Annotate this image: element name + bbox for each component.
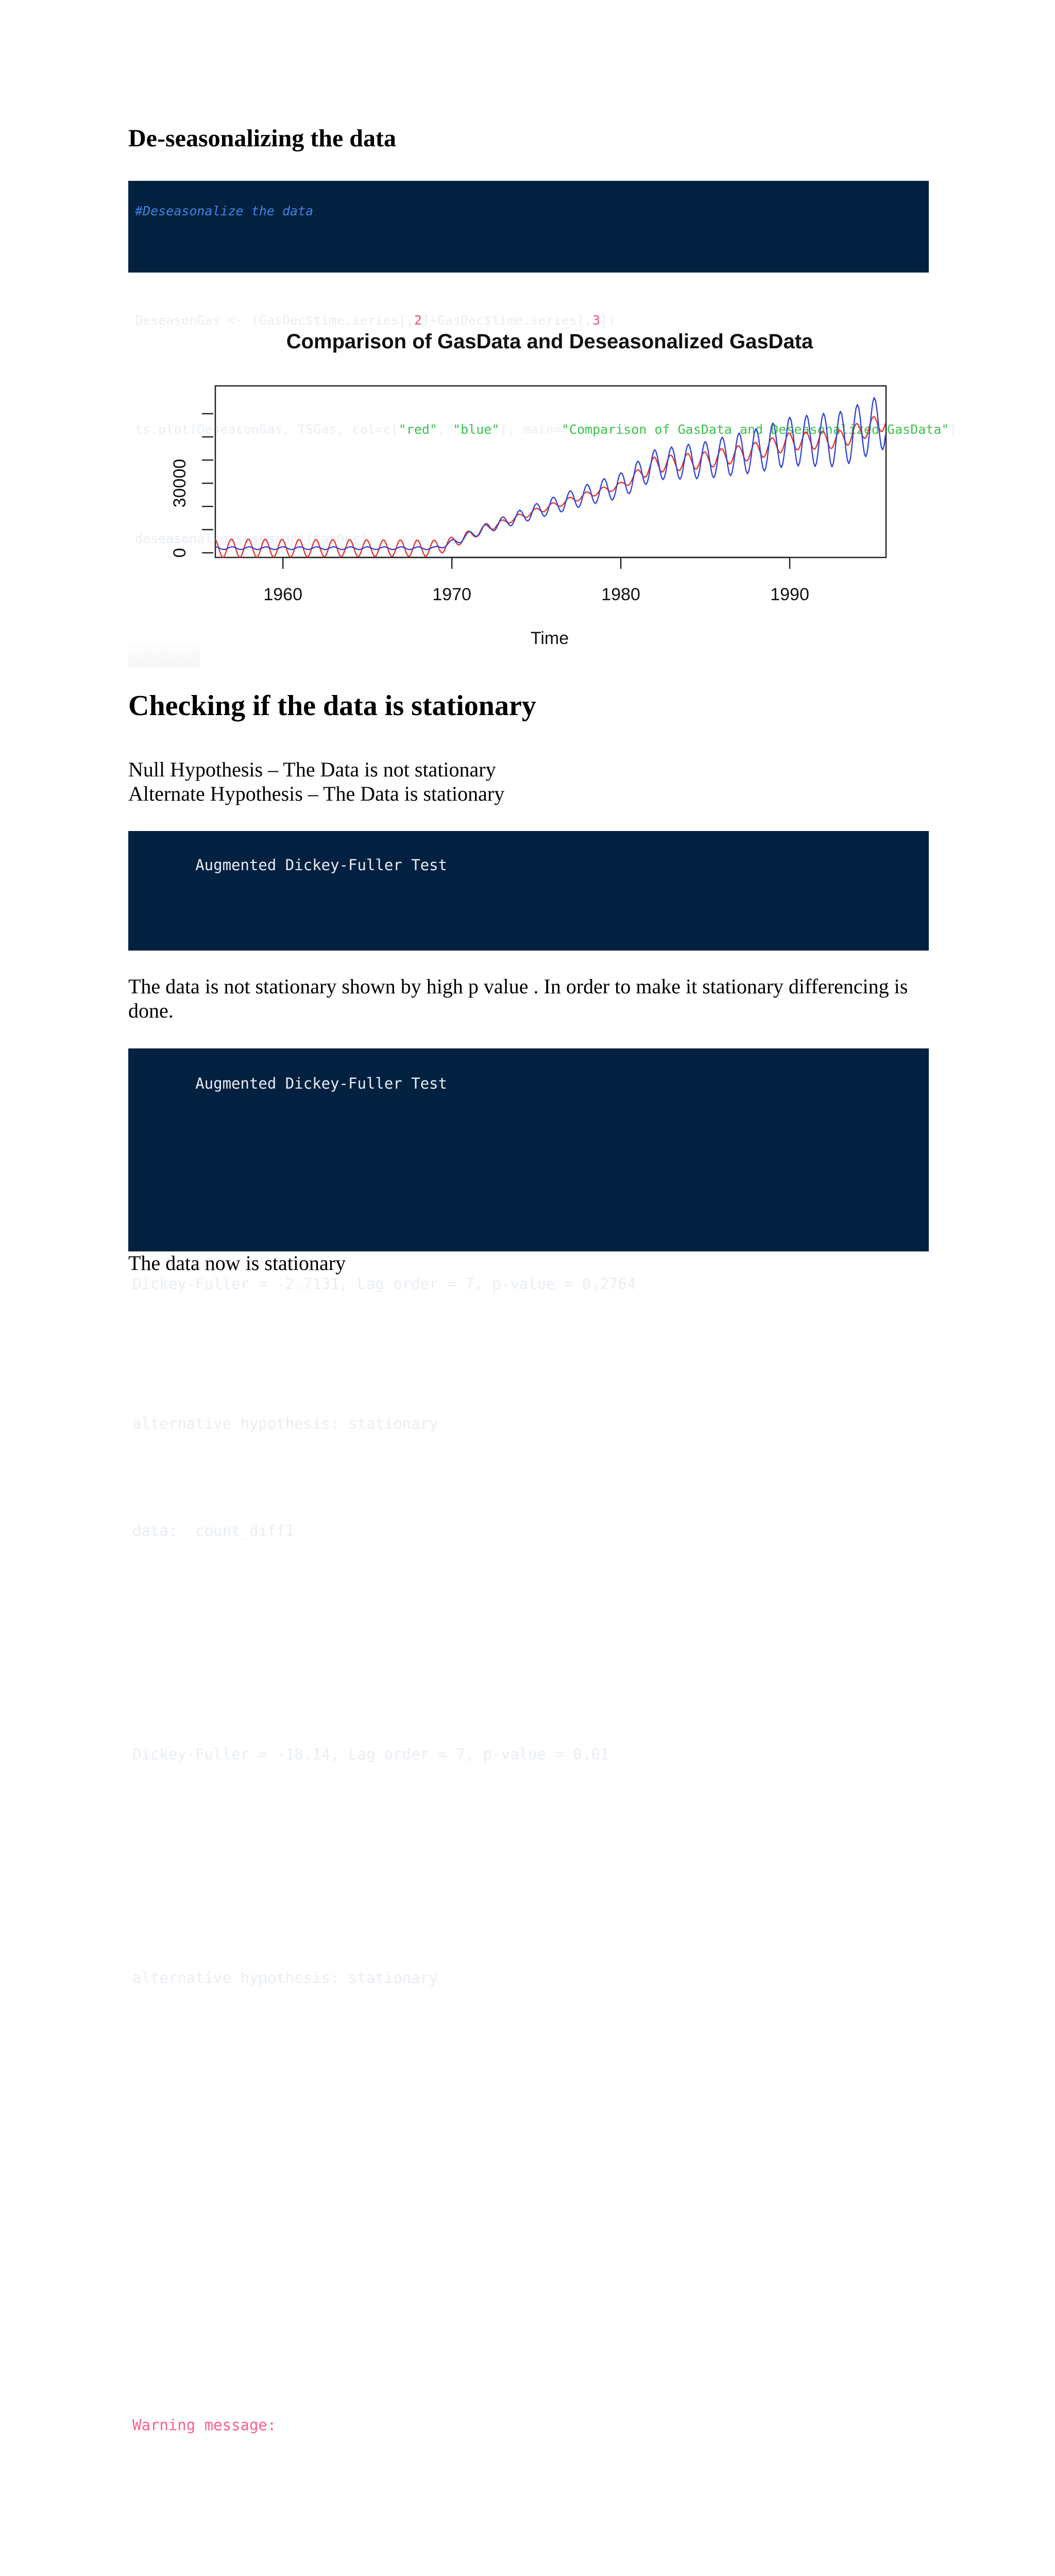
blank-line bbox=[132, 1297, 929, 1500]
chart-svg bbox=[128, 309, 929, 667]
code-line: deseasonal_gas=seasadj(GasDec) bbox=[135, 531, 368, 546]
x-tick-label: 1980 bbox=[601, 585, 640, 604]
adf-title: Augmented Dickey-Fuller Test bbox=[132, 856, 448, 874]
code-text: ]+GasDec$time.series[, bbox=[421, 313, 593, 328]
null-hypothesis-text: Null Hypothesis – The Data is not stationary bbox=[128, 758, 496, 781]
adf-alternative: alternative hypothesis: stationary bbox=[132, 1415, 438, 1432]
code-text: ), main= bbox=[499, 422, 561, 437]
adf-statistic: Dickey-Fuller = -2.7131, Lag order = 7, p-value = 0.2764 bbox=[132, 1275, 636, 1293]
plot-frame bbox=[215, 386, 886, 557]
x-tick-label: 1970 bbox=[432, 585, 471, 604]
code-string: "blue" bbox=[453, 422, 500, 437]
y-axis bbox=[170, 414, 213, 557]
code-text: DeseasonGas <- (GasDec$time.series[, bbox=[135, 313, 414, 328]
x-axis bbox=[263, 557, 809, 604]
not-stationary-paragraph: The data is not stationary shown by high p value . In order to make it stationary differencing is done. bbox=[128, 975, 908, 1022]
adf-data: data: count_diff1 bbox=[132, 1522, 295, 1539]
code-text: , bbox=[437, 422, 453, 437]
code-string: "red" bbox=[398, 422, 438, 437]
section-heading-stationary: Checking if the data is stationary bbox=[128, 690, 536, 722]
series-line bbox=[215, 417, 886, 557]
y-tick-label: 0 bbox=[170, 548, 190, 558]
code-text: ) bbox=[949, 422, 957, 437]
adf-statistic: Dickey-Fuller = -18.14, Lag order = 7, p-value = 0.01 bbox=[132, 1745, 609, 1763]
code-number: 3 bbox=[592, 313, 601, 328]
series-line bbox=[215, 398, 886, 550]
x-axis-label: Time bbox=[530, 629, 569, 648]
x-tick-label: 1990 bbox=[770, 585, 809, 604]
code-text: ]) bbox=[600, 313, 616, 328]
adf-alternative: alternative hypothesis: stationary bbox=[132, 1969, 438, 1987]
comparison-chart bbox=[128, 309, 929, 667]
section-heading-deseasonalizing: De-seasonalizing the data bbox=[128, 125, 396, 152]
stationary-conclusion: The data now is stationary bbox=[128, 1251, 346, 1275]
chart-title: Comparison of GasData and Deseasonalized GasData bbox=[286, 330, 813, 353]
code-text: ts.plot(DeseasonGas, TSGas, col=c( bbox=[135, 422, 399, 437]
blank-line bbox=[132, 2191, 929, 2394]
warning-header: Warning message: bbox=[132, 2416, 277, 2434]
chart-bottom-shading bbox=[128, 639, 200, 667]
adf-title: Augmented Dickey-Fuller Test bbox=[132, 1075, 448, 1092]
alternate-hypothesis-text: Alternate Hypothesis – The Data is stationary bbox=[128, 782, 505, 805]
x-tick-label: 1960 bbox=[263, 585, 303, 604]
code-string: "Comparison of GasData and Deseasonalized GasData" bbox=[561, 422, 949, 437]
series-layer bbox=[215, 398, 886, 557]
code-comment: #Deseasonalize the data bbox=[135, 204, 314, 218]
y-tick-label: 30000 bbox=[170, 459, 190, 508]
code-number: 2 bbox=[414, 313, 422, 328]
